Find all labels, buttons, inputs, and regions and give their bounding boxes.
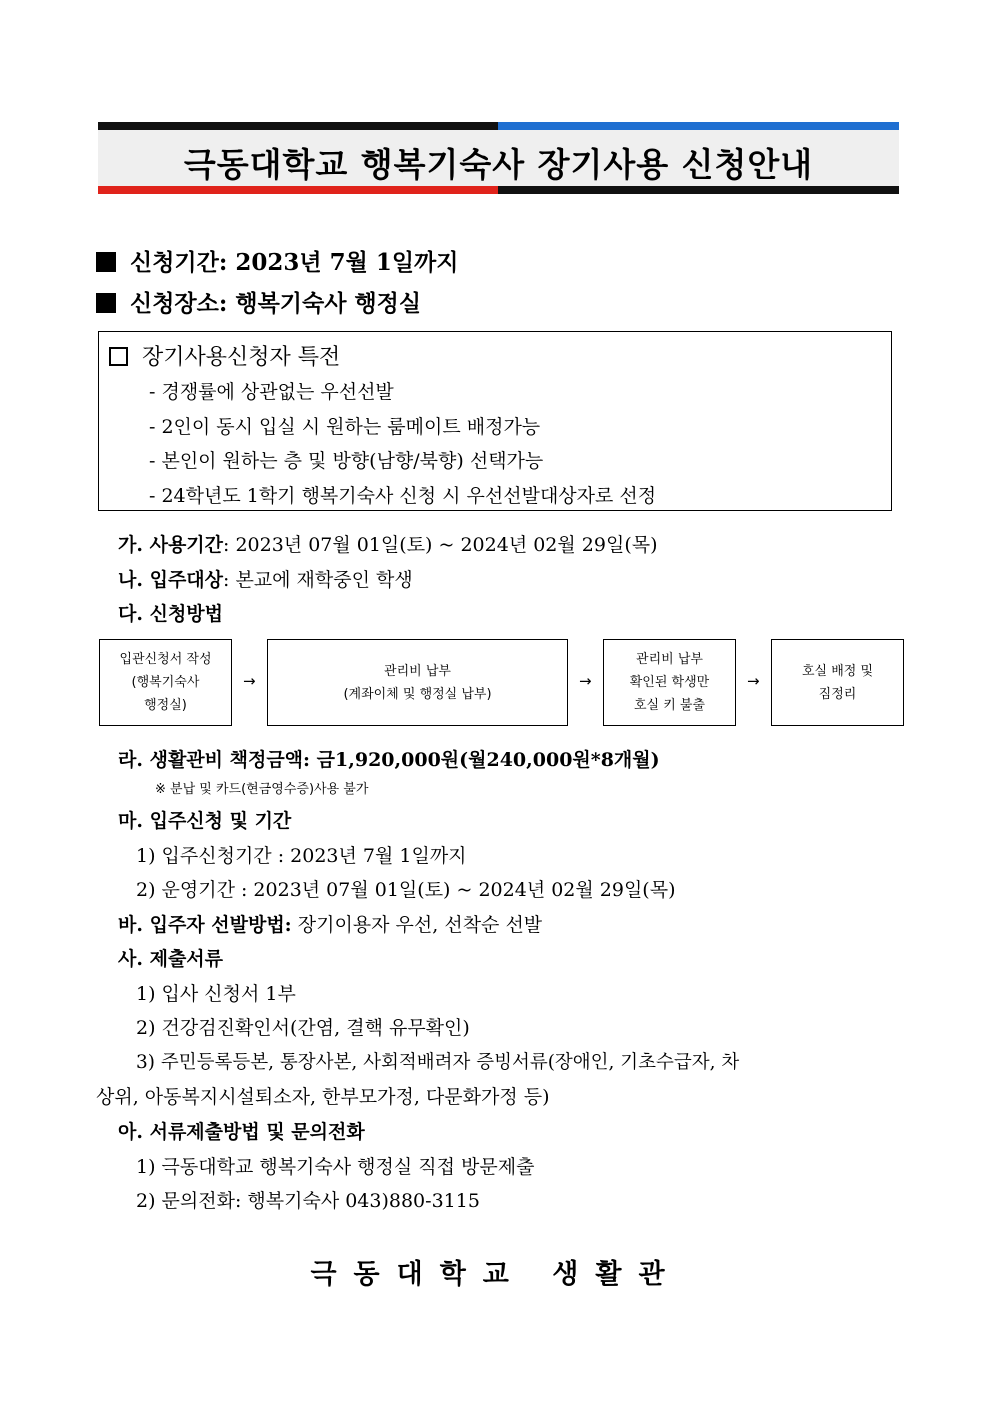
title-bar-bottom-left	[98, 186, 498, 194]
title-bar-bottom-right	[498, 186, 899, 194]
flow-step-3: 관리비 납부 확인된 학생만 호실 키 불출	[603, 639, 736, 726]
benefit-item: - 24학년도 1학기 행복기숙사 신청 시 우선선발대상자로 선정	[149, 485, 657, 507]
list-item: 1) 극동대학교 행복기숙사 행정실 직접 방문제출	[136, 1156, 535, 1178]
flow-step-1: 입관신청서 작성 (행복기숙사 행정실)	[99, 639, 232, 726]
section-ga: 가. 사용기간: 2023년 07월 01일(토) ~ 2024년 02월 29일(목)	[118, 534, 658, 556]
empty-square-icon	[109, 347, 128, 366]
section-a: 아. 서류제출방법 및 문의전화	[118, 1121, 365, 1143]
title-bar-top-right	[498, 122, 899, 130]
flow-arrow-icon: →	[747, 672, 760, 690]
section-na: 나. 입주대상: 본교에 재학중인 학생	[118, 569, 413, 591]
application-period: 신청기간: 2023년 7월 1일까지	[96, 244, 459, 277]
list-item: 1) 입사 신청서 1부	[136, 983, 296, 1005]
list-item-continuation: 상위, 아동복지시설퇴소자, 한부모가정, 다문화가정 등)	[96, 1086, 550, 1108]
filled-square-icon	[96, 252, 116, 272]
benefits-title: 장기사용신청자 특전	[109, 340, 340, 371]
benefit-item: - 2인이 동시 입실 시 원하는 룸메이트 배정가능	[149, 416, 541, 438]
benefit-item: - 본인이 원하는 층 및 방향(남향/북향) 선택가능	[149, 450, 544, 472]
list-item: 2) 건강검진확인서(간염, 결핵 유무확인)	[136, 1017, 470, 1039]
flow-step-4: 호실 배정 및 짐정리	[771, 639, 904, 726]
section-ra: 라. 생활관비 책정금액: 금1,920,000원(월240,000원*8개월)	[118, 749, 660, 771]
section-da: 다. 신청방법	[118, 603, 223, 625]
filled-square-icon	[96, 293, 116, 313]
title-bar-top-left	[98, 122, 498, 130]
list-item: 1) 입주신청기간 : 2023년 7월 1일까지	[136, 845, 467, 867]
benefits-box	[98, 331, 892, 511]
section-sa: 사. 제출서류	[118, 948, 223, 970]
footer-organization: 극동대학교 생활관	[310, 1259, 682, 1290]
payment-note: ※ 분납 및 카드(현금영수증)사용 불가	[155, 782, 369, 797]
section-ba: 바. 입주자 선발방법: 장기이용자 우선, 선착순 선발	[118, 914, 543, 936]
benefit-item: - 경쟁률에 상관없는 우선선발	[149, 381, 394, 403]
section-ma: 마. 입주신청 및 기간	[118, 810, 292, 832]
page-title: 극동대학교 행복기숙사 장기사용 신청안내	[183, 145, 814, 184]
flow-step-2: 관리비 납부 (계좌이체 및 행정실 납부)	[267, 639, 568, 726]
list-item: 2) 운영기간 : 2023년 07월 01일(토) ~ 2024년 02월 29일(목)	[136, 879, 676, 901]
application-place: 신청장소: 행복기숙사 행정실	[96, 285, 421, 318]
title-banner	[98, 122, 899, 194]
flow-arrow-icon: →	[243, 672, 256, 690]
flow-arrow-icon: →	[579, 672, 592, 690]
list-item: 3) 주민등록등본, 통장사본, 사회적배려자 증빙서류(장애인, 기초수급자, 차	[136, 1052, 740, 1073]
list-item: 2) 문의전화: 행복기숙사 043)880-3115	[136, 1190, 480, 1212]
